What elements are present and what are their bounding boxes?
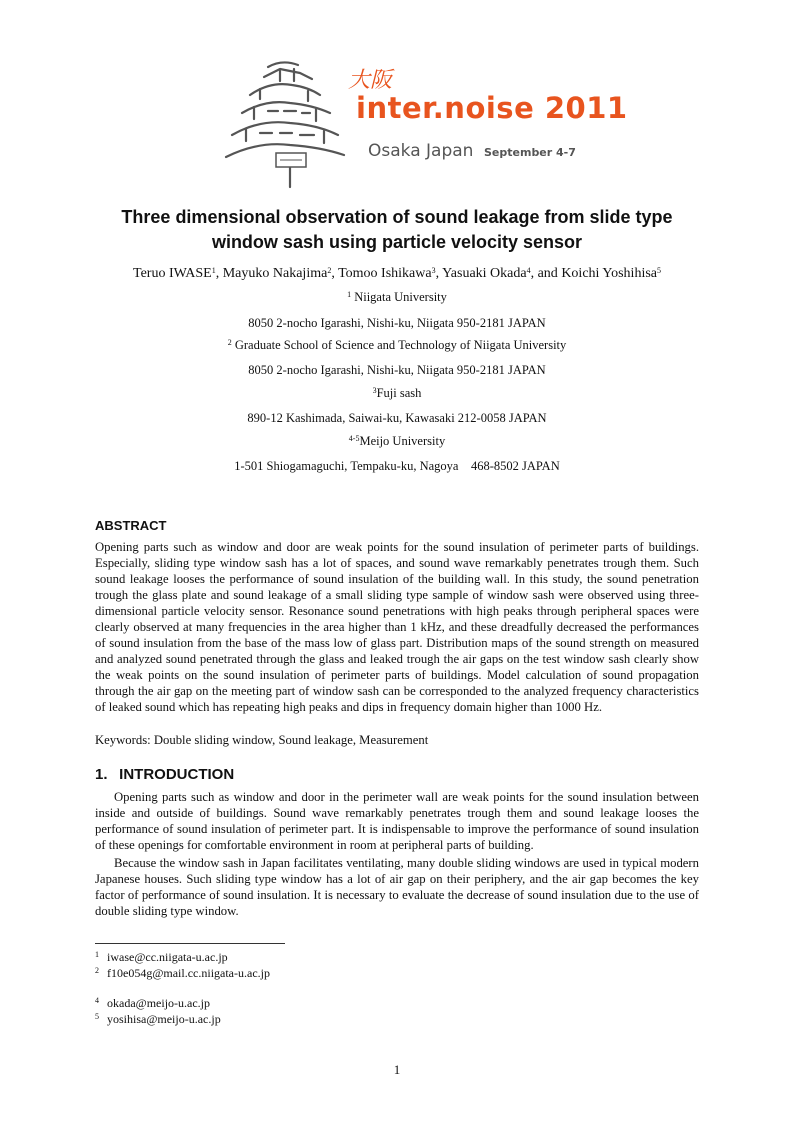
footnote-rule	[95, 943, 285, 944]
footnote: 5 yosihisa@meijo-u.ac.jp	[95, 1012, 221, 1026]
author: Tomoo Ishikawa	[338, 266, 432, 281]
introduction-paragraph: Opening parts such as window and door in the perimeter wall are weak points for the sound insulation between inside and outside of buildings. Sound wave remarkably penetrates trough them and sound leakage looses the performance of sound insulation of perimeter part. It is indispensable to improve the performance of sound insulation of these openings for comfortable environment in room at peripheral parts of building.	[95, 790, 699, 852]
page-number: 1	[393, 1062, 401, 1077]
author: Mayuko Nakajima	[222, 266, 328, 281]
affiliation-name: $^3$Fuji sash	[372, 386, 422, 400]
introduction-paragraph: Because the window sash in Japan facilitates ventilating, many double sliding windows are used in typical modern Japanese houses. Such sliding type window has a lot of air gap on their periphery, and the air gap becomes the key factor of performance of sound insulation. It is necessary to evaluate the decrease of sound insulation due to the use of double sliding type window.	[95, 856, 699, 918]
osaka-castle-icon	[220, 55, 350, 190]
paper-title-line2: window sash using particle velocity sensor	[211, 232, 583, 252]
affiliation-name: $^{4-5}$Meijo University	[348, 434, 446, 448]
logo-kanji: 大阪	[348, 68, 393, 93]
affiliation-address: 8050 2-nocho Igarashi, Nishi-ku, Niigata 950-2181 JAPAN	[248, 363, 546, 377]
logo-city: Osaka Japan	[368, 141, 474, 161]
abstract-text: Opening parts such as window and door are weak points for the sound insulation of perimeter parts of buildings. Especially, sliding type window sash has a lot of spaces, and sound wave remarkably penetrates trough them. Such sound leakage looses the performance of sound insulation of the building wall. In this study, the sound penetration trough the glass plate and sound leakage of a small sliding type sample of window sash were observed using three-dimensional particle velocity sensor. Resonance sound penetrations with high peaks through peripheral spaces were clearly observed at many frequencies in the area higher than 1 kHz, and these dreadfully decreased the performances of sound insulation from the base of the mass low of glass part. Distribution maps of the sound strength on measured and analyzed sound penetrated through the glass and leaked trough the air gaps on the test window sash clearly show the weak points on the sound insulation of perimeter parts of buildings. Model calculation of sound propagation through the air gap on the meeting part of window sash can be corresponded to the analyzed frequency characteristics of leaked sound which has repeating high peaks and dips in frequency domain higher than 1000 Hz.	[95, 540, 699, 714]
affiliation-name: $^2$ Graduate School of Science and Technology of Niigata University	[227, 338, 567, 352]
affiliation-address: 1-501 Shiogamaguchi, Tempaku-ku, Nagoya 468-8502 JAPAN	[234, 459, 560, 473]
logo-title: inter.noise 2011	[356, 91, 628, 125]
affiliation-address: 8050 2-nocho Igarashi, Nishi-ku, Niigata 950-2181 JAPAN	[248, 316, 546, 330]
footnote: 4 okada@meijo-u.ac.jp	[95, 996, 211, 1010]
affiliation-name: $^1$ Niigata University	[347, 290, 447, 304]
conference-logo	[220, 55, 628, 190]
footnote: 2 f10e054g@mail.cc.niigata-u.ac.jp	[95, 966, 270, 980]
paper-title	[95, 205, 699, 255]
footnote: 1 iwase@cc.niigata-u.ac.jp	[95, 950, 228, 964]
paper-title-line1: Three dimensional observation of sound leakage from slide type	[121, 207, 673, 227]
affiliation-address: 890-12 Kashimada, Saiwai-ku, Kawasaki 212-0058 JAPAN	[247, 411, 547, 425]
abstract-heading: ABSTRACT	[95, 518, 167, 533]
introduction-heading: 1. INTRODUCTION	[95, 766, 235, 783]
author-list: Teruo IWASE$^1$, Mayuko Nakajima$^2$, Tomoo Ishikawa$^3$, Yasuaki Okada$^4$, and Koichi Yoshihisa$^5$	[133, 266, 661, 281]
author: Koichi Yoshihisa	[561, 266, 657, 281]
logo-date: September 4-7	[484, 146, 576, 159]
author: Teruo IWASE	[133, 266, 212, 281]
author: Yasuaki Okada	[442, 266, 527, 281]
keywords: Keywords: Double sliding window, Sound leakage, Measurement	[95, 733, 429, 747]
